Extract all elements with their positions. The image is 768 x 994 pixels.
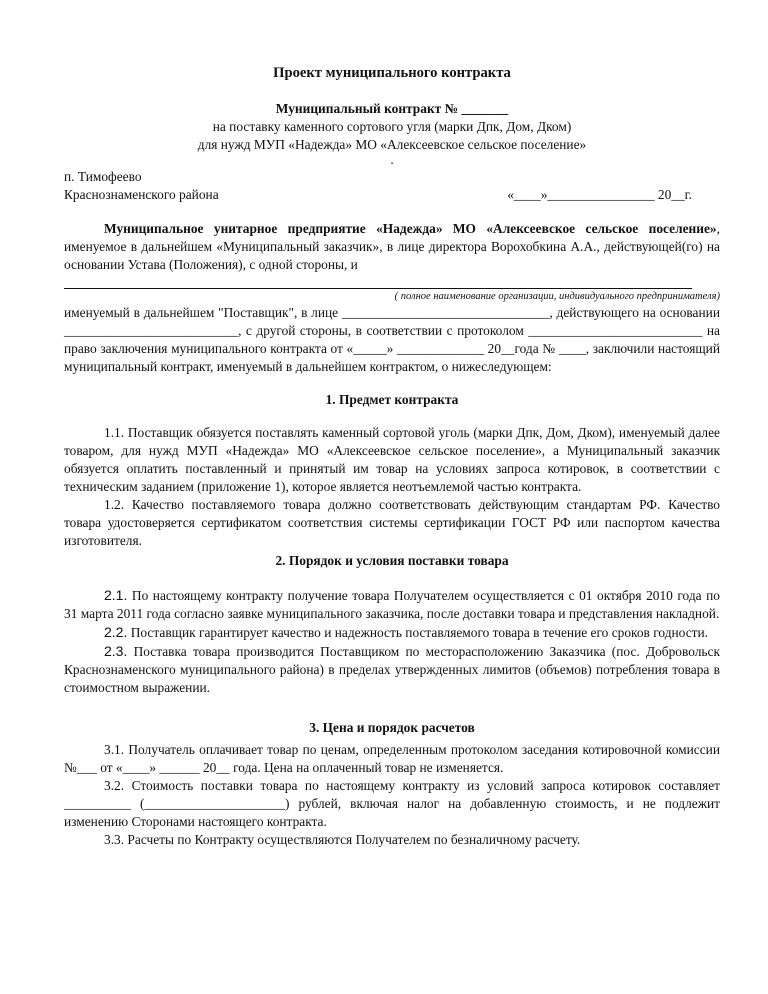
section-1 — [64, 424, 720, 550]
contract-client-line: для нужд МУП «Надежда» МО «Алексеевское сельское поселение» — [197, 137, 587, 152]
section-3-item-3: 3.3. Расчеты по Контракту осуществляются Получателем по безналичному расчету. — [104, 832, 581, 847]
preamble — [64, 220, 720, 376]
location-row — [64, 186, 720, 204]
section-1-heading: 1. Предмет контракта — [325, 392, 459, 407]
section-3-item-2: 3.2. Стоимость поставки товара по настоящему контракту из условий запроса котировок составляет __________ (_____________________) рублей, включая налог на добавленную стоимость, и не подлежит изменению Сторонами настоящего контракта. — [64, 778, 720, 829]
preamble-continuation: именуемый в дальнейшем "Поставщик", в лице _______________________________, действующего на основании __________________________, с другой стороны, в соответствии с протоколом __________________________ на право заключения муниципального контракта от «_____» _____________ 20__года № ____, заключили настоящий муниципальный контракт, именуемый в дальнейшем контрактом, о нижеследующем: — [64, 305, 720, 374]
section-2-item-1-number: 2.1. — [104, 587, 128, 603]
section-2-item-1-text: По настоящему контракту получение товара Получателем осуществляется с 01 октября 2010 года по 31 марта 2011 года согласно заявке муниципального заказчика, после доставки товара и представления накладной. — [64, 588, 720, 621]
supplier-name-blank-line — [64, 274, 692, 289]
section-2-item-3 — [64, 642, 720, 697]
section-2-item-2 — [64, 623, 720, 642]
section-3-heading: 3. Цена и порядок расчетов — [309, 720, 475, 735]
document-page — [64, 64, 720, 849]
customer-name: Муниципальное унитарное предприятие «Надежда» МО «Алексеевское сельское поселение» — [104, 221, 717, 236]
section-2-item-3-text: Поставка товара производится Поставщиком по месторасположению Заказчика (пос. Добровольск Краснознаменского муниципального района) в пределах утвержденных лимитов (объемов) потребления товара в стоимостном выражении. — [64, 644, 720, 695]
section-1-item-1: 1.1. Поставщик обязуется поставлять каменный сортовой уголь (марки Дпк, Дом, Дком), именуемый далее товаром, для нужд МУП «Надежда» МО «Алексеевское сельское поселение», а Муниципальный заказчик обязуется оплатить поставленный и принятый им товар на условиях запроса котировок, в соответствии с техническим заданием (приложение 1), которое является неотъемлемой частью контракта. — [64, 425, 720, 494]
section-3 — [64, 741, 720, 849]
location-block — [64, 168, 720, 204]
preamble-paragraph — [64, 220, 720, 274]
section-2-heading: 2. Порядок и условия поставки товара — [275, 553, 509, 568]
section-2-item-2-number: 2.2. — [104, 624, 128, 640]
location-village: п. Тимофеево — [64, 169, 142, 184]
contract-subject-line: на поставку каменного сортового угля (марки Дпк, Дом, Дком) — [212, 119, 572, 134]
section-1-item-2: 1.2. Качество поставляемого товара должно соответствовать действующим стандартам РФ. Качество товара удостоверяется сертификатом соответствия системы сертификации ГОСТ РФ или паспортом качества изготовителя. — [64, 497, 720, 548]
supplier-name-caption: ( полное наименование организации, индивидуального предпринимателя) — [394, 291, 720, 302]
section-2-item-1 — [64, 586, 720, 623]
document-title: Проект муниципального контракта — [273, 65, 511, 81]
section-2 — [64, 586, 720, 697]
section-2-item-3-number: 2.3. — [104, 643, 128, 659]
section-3-item-1: 3.1. Получатель оплачивает товар по ценам, определенным протоколом заседания котировочной комиссии №___ от «____» ______ 20__ года. Цена на оплаченный товар не изменяется. — [64, 742, 720, 775]
location-district: Краснознаменского района — [64, 187, 219, 202]
contract-header-dot: . — [390, 152, 394, 167]
contract-date: «____»________________ 20__г. — [507, 187, 692, 202]
section-2-item-2-text: Поставщик гарантирует качество и надежность поставляемого товара в течение его сроков годности. — [130, 625, 709, 640]
customer-description: , именуемое в дальнейшем «Муниципальный заказчик», в лице директора Ворохобкина А.А., действующей(го) на основании Устава (Положения), с одной стороны, и — [64, 221, 720, 272]
contract-header — [64, 100, 720, 166]
contract-number-line: Муниципальный контракт № _______ — [275, 101, 509, 116]
